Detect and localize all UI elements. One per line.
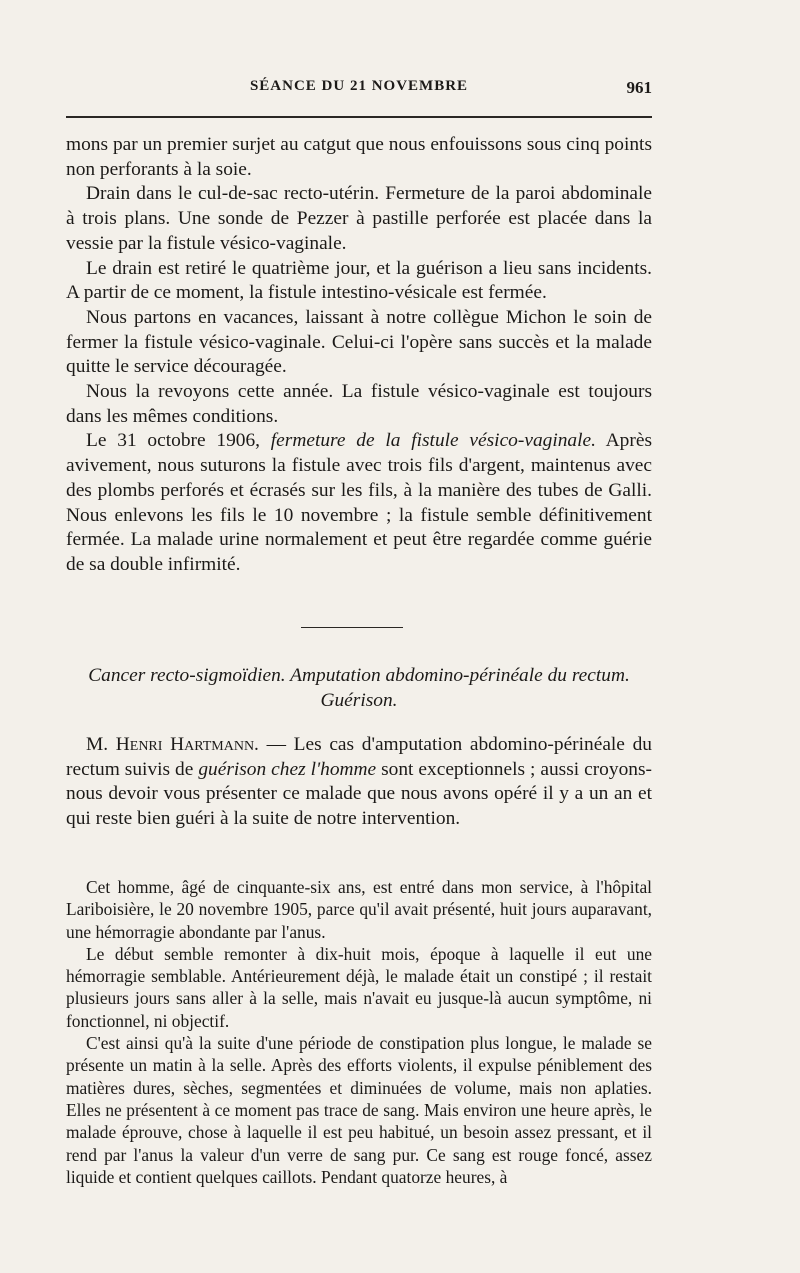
paragraph: Cet homme, âgé de cinquante-six ans, est entré dans mon service, à l'hôpital Lariboisière, le 20 novembre 1905, parce qu'il avait présenté, huit jours auparavant, une hémorragie abondante par l'anus. [66,877,652,942]
paragraph-italic-heading: fermeture de la fistule vésico-vaginale. [270,430,596,452]
header-title: SÉANCE DU 21 NOVEMBRE [249,78,469,94]
section-title-line: Cancer recto-sigmoïdien. Amputation abdomino-périnéale du rectum. [88,665,630,686]
page-number: 961 [626,78,652,97]
paragraph-text: sont exceptionnels ; aussi croyons-nous devoir vous présenter ce malade que nous avons opéré il y a un an et qui reste bien guéri à la suite de notre intervention. [66,758,652,830]
paragraph-hartmann [66,733,652,832]
speaker-name: Henri Hartmann. [115,734,259,755]
paragraph: Nous partons en vacances, laissant à notre collègue Michon le soin de fermer la fistule vésico-vaginale. Celui-ci l'opère sans succès et la malade quitte le service découragée. [66,306,652,378]
paragraph: Le drain est retiré le quatrième jour, et la guérison a lieu sans incidents. A partir de ce moment, la fistule intestino-vésicale est fermée. [66,257,652,304]
running-header [66,78,652,100]
paragraph: Drain dans le cul-de-sac recto-utérin. Fermeture de la paroi abdominale à trois plans. Une sonde de Pezzer à pastille perforée est placée dans la vessie par la fistule vésico-vaginale. [66,183,652,254]
paragraph-lead: Le 31 octobre 1906, [86,430,271,452]
speaker-prefix: M. [86,734,116,755]
paragraph-text: — Les cas d'amputation abdomino-périnéale du rectum suivis de [66,734,652,780]
paragraph: C'est ainsi qu'à la suite d'une période de constipation plus longue, le malade se présente un matin à la selle. Après des efforts violents, il expulse péniblement des matières dures, sèches, segmentées et diminuées de volume, mais non aplaties. Elles ne présentent à ce moment pas trace de sang. Mais environ une heure après, le malade éprouve, chose à laquelle il est peu habitué, un besoin assez pressant, et il rend par l'anus la valeur d'un verre de sang pur. Ce sang est rouge foncé, assez liquide et contient quelques caillots. Pendant quatorze heures, à [66,1033,652,1187]
paragraph: mons par un premier surjet au catgut que nous enfouissons sous cinq points non perforants à la soie. [66,134,652,180]
section-title [66,664,652,713]
header-rule [66,116,652,118]
section-title-line: Guérison. [320,689,398,711]
paragraph-october [66,429,652,577]
paragraph: Nous la revoyons cette année. La fistule vésico-vaginale est toujours dans les mêmes conditions. [66,381,652,427]
body-text-continued [66,133,652,578]
paragraph-rest: Après avivement, nous suturons la fistule avec trois fils d'argent, maintenus avec des plombs perforés et écrasés sur les fils, à la manière des tubes de Galli. Nous enlevons les fils le 10 novembre ; la fistule semble définitivement fermée. La malade urine normalement et peut être regardée comme guérie de sa double infirmité. [66,430,652,575]
case-history [66,876,652,1188]
paragraph: Le début semble remonter à dix-huit mois, époque à laquelle il eut une hémorragie semblable. Antérieurement déjà, le malade était un constipé ; il restait plusieurs jours sans aller à la selle, mais n'avait eu jusque-là aucun symptôme, ni fonctionnel, ni objectif. [66,943,652,1031]
paragraph-italic: guérison chez l'homme [198,758,377,780]
section-divider [301,627,403,628]
communication-intro [66,733,652,832]
